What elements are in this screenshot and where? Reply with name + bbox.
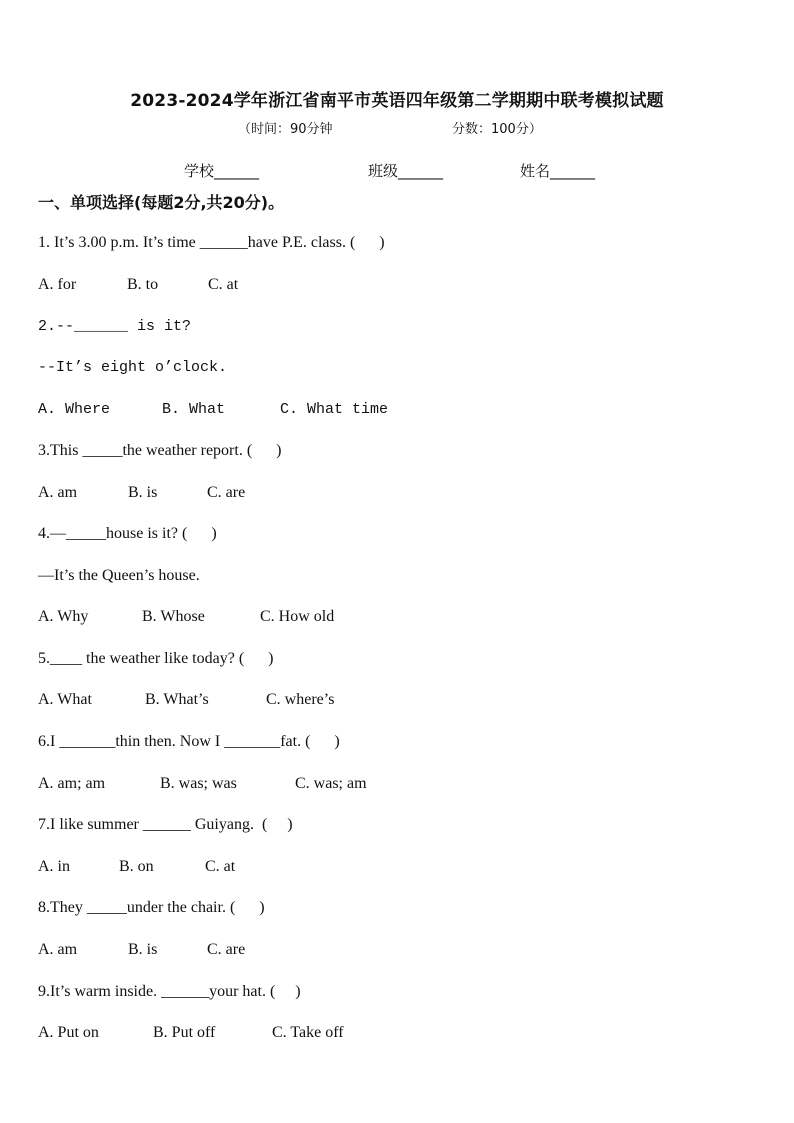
school-field[interactable]: 学校______ [184, 162, 260, 180]
question-options [38, 400, 738, 422]
exam-subtitle [0, 118, 794, 136]
option-c[interactable]: C. where’s [266, 691, 335, 708]
question-options [38, 275, 738, 297]
option-b[interactable]: B. to [127, 276, 159, 293]
question-stem: 7.I like summer ______ Guiyang. ( ) [38, 816, 293, 833]
class-field[interactable]: 班级______ [368, 162, 444, 180]
option-a[interactable]: A. in [38, 858, 70, 875]
option-b[interactable]: B. on [119, 858, 154, 875]
student-info-fields [0, 160, 794, 180]
option-a[interactable]: A. am [38, 484, 78, 501]
option-a[interactable]: A. Why [38, 608, 89, 625]
option-c[interactable]: C. How old [260, 608, 335, 625]
option-b[interactable]: B. What’s [145, 691, 209, 708]
question-options [38, 774, 738, 796]
option-c[interactable]: C. are [207, 484, 246, 501]
question-options [38, 690, 738, 712]
name-field[interactable]: 姓名______ [520, 162, 596, 180]
option-c[interactable]: C. What time [280, 401, 389, 418]
question-stem: 6.I _______thin then. Now I _______fat. ( ) [38, 733, 340, 750]
section-heading: 一、单项选择(每题2分,共20分)。 [38, 193, 285, 212]
question-options [38, 1023, 738, 1045]
question-stem: 3.This _____the weather report. ( ) [38, 442, 282, 459]
option-a[interactable]: A. Put on [38, 1024, 99, 1041]
option-c[interactable]: C. Take off [272, 1024, 344, 1041]
question-dialogue: —It’s the Queen’s house. [38, 567, 200, 584]
question-dialogue: --It’s eight o’clock. [38, 359, 228, 376]
option-b[interactable]: B. Whose [142, 608, 205, 625]
question-options [38, 483, 738, 505]
option-c[interactable]: C. are [207, 941, 246, 958]
option-b[interactable]: B. was; was [160, 775, 237, 792]
option-c[interactable]: C. at [208, 276, 239, 293]
question-stem: 8.They _____under the chair. ( ) [38, 899, 265, 916]
total-score: 分数：100分） [452, 122, 542, 137]
question-stem: 9.It’s warm inside. ______your hat. ( ) [38, 983, 301, 1000]
question-stem: 4.—_____house is it? ( ) [38, 525, 217, 542]
question-stem: 1. It’s 3.00 p.m. It’s time ______have P.E. class. ( ) [38, 234, 385, 251]
option-a[interactable]: A. What [38, 691, 92, 708]
question-stem: 5.____ the weather like today? ( ) [38, 650, 274, 667]
option-b[interactable]: B. What [162, 401, 226, 418]
question-stem: 2.--______ is it? [38, 318, 192, 335]
option-c[interactable]: C. at [205, 858, 236, 875]
question-options [38, 940, 738, 962]
option-b[interactable]: B. is [128, 484, 158, 501]
question-options [38, 857, 738, 879]
option-a[interactable]: A. am [38, 941, 78, 958]
option-a[interactable]: A. for [38, 276, 77, 293]
option-b[interactable]: B. Put off [153, 1024, 216, 1041]
option-b[interactable]: B. is [128, 941, 158, 958]
option-c[interactable]: C. was; am [295, 775, 367, 792]
question-options [38, 607, 738, 629]
option-a[interactable]: A. Where [38, 401, 111, 418]
option-a[interactable]: A. am; am [38, 775, 106, 792]
time-limit: （时间：90分钟 [238, 122, 333, 137]
exam-title: 2023-2024学年浙江省南平市英语四年级第二学期期中联考模拟试题 [130, 91, 664, 111]
